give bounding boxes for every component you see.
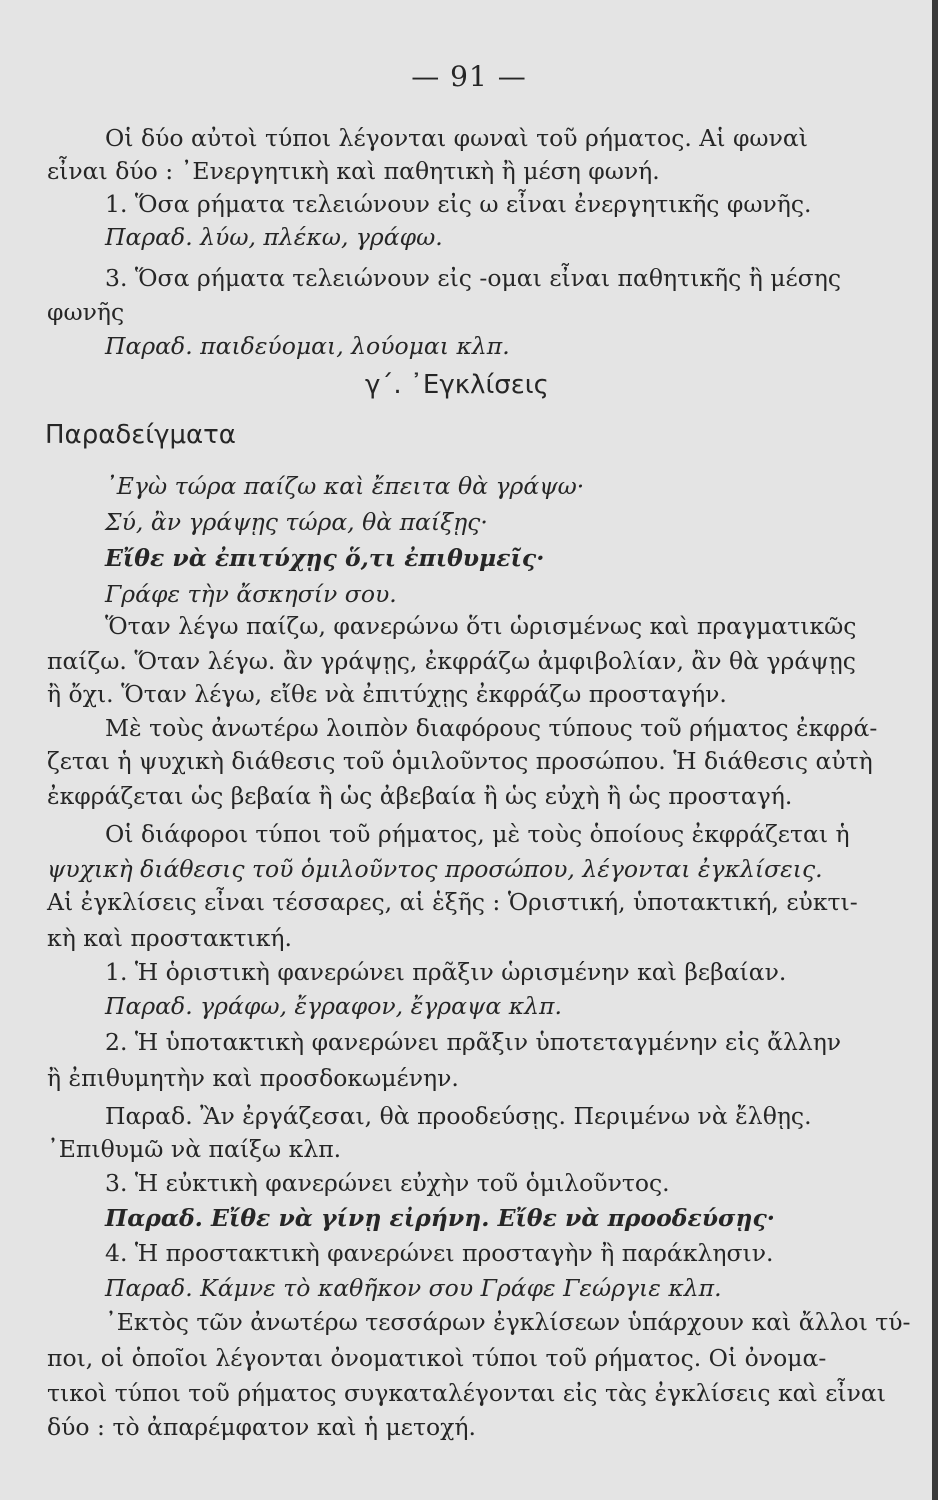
text-line: ᾿Επιθυμῶ νὰ παίξω κλπ. [47,1135,342,1163]
text-line: φωνῆς [47,298,125,326]
text-line: δύο : τὸ ἀπαρέμφατον καὶ ἡ μετοχή. [47,1413,476,1441]
text-line: Ὅταν λέγω παίζω, φανερώνω ὅτι ὡρισμένως καὶ πραγματικῶς [105,612,857,640]
text-line: Παραδ. παιδεύομαι, λούομαι κλπ. [105,332,510,360]
page-edge [932,0,938,1500]
text-line: ᾿Εκτὸς τῶν ἀνωτέρω τεσσάρων ἐγκλίσεων ὑπάρχουν καὶ ἄλλοι τύ- [105,1308,911,1336]
text-line: ψυχικὴ διάθεσις τοῦ ὁμιλοῦντος προσώπου, λέγονται ἐγκλίσεις. [47,855,823,883]
text-line: 4. Ἡ προστακτικὴ φανερώνει προσταγὴν ἢ παράκλησιν. [105,1239,774,1267]
text-line: παίζω. Ὅταν λέγω. ἂν γράψῃς, ἐκφράζω ἀμφιβολίαν, ἂν θὰ γράψῃς [47,647,856,675]
text-line: 3. Ὅσα ρήματα τελειώνουν εἰς -ομαι εἶναι παθητικῆς ἢ μέσης [105,264,841,292]
text-line: Παραδ. Ἂν ἐργάζεσαι, θὰ προοδεύσῃς. Περιμένω νὰ ἔλθῃς. [105,1102,812,1130]
text-line: ποι, οἱ ὁποῖοι λέγονται ὀνοματικοὶ τύποι τοῦ ρήματος. Οἱ ὀνομα- [47,1344,827,1372]
text-line: Παραδ. Κάμνε τὸ καθῆκον σου Γράφε Γεώργιε κλπ. [105,1274,722,1302]
text-line: εἶναι δύο : ᾿Ενεργητικὴ καὶ παθητικὴ ἢ μέση φωνή. [47,157,660,185]
text-line: κὴ καὶ προστακτική. [47,924,292,952]
text-line: ἢ ἐπιθυμητὴν καὶ προσδοκωμένην. [47,1064,459,1092]
text-line: 1. Ἡ ὁριστικὴ φανερώνει πρᾶξιν ὡρισμένην καὶ βεβαίαν. [105,958,787,986]
text-line: Οἱ δύο αὐτοὶ τύποι λέγονται φωναὶ τοῦ ρήματος. Αἱ φωναὶ [105,124,808,152]
text-line: Μὲ τοὺς ἀνωτέρω λοιπὸν διαφόρους τύπους τοῦ ρήματος ἐκφρά- [105,714,878,742]
text-line: ζεται ἡ ψυχικὴ διάθεσις τοῦ ὁμιλοῦντος προσώπου. Ἡ διάθεσις αὐτὴ [47,747,873,775]
example-line: Γράφε τὴν ἄσκησίν σου. [105,580,397,608]
text-line: Αἱ ἐγκλίσεις εἶναι τέσσαρες, αἱ ἑξῆς : Ὁριστική, ὑποτακτική, εὐκτι- [47,888,858,916]
text-line: 2. Ἡ ὑποτακτικὴ φανερώνει πρᾶξιν ὑποτεταγμένην εἰς ἄλλην [105,1028,842,1056]
example-line: Εἴθε νὰ ἐπιτύχῃς ὅ,τι ἐπιθυμεῖς· [105,544,545,572]
text-line: 3. Ἡ εὐκτικὴ φανερώνει εὐχὴν τοῦ ὁμιλοῦντος. [105,1169,670,1197]
text-line: τικοὶ τύποι τοῦ ρήματος συγκαταλέγονται εἰς τὰς ἐγκλίσεις καὶ εἶναι [47,1379,886,1407]
text-line: Παραδ. Εἴθε νὰ γίνῃ εἰρήνη. Εἴθε νὰ προοδεύσῃς· [105,1204,775,1232]
text-line: Οἱ διάφοροι τύποι τοῦ ρήματος, μὲ τοὺς ὁποίους ἐκφράζεται ἡ [105,820,850,848]
text-line: Παραδ. λύω, πλέκω, γράφω. [105,223,443,251]
section-heading: γ΄. ᾿Εγκλίσεις [365,370,549,400]
text-line: ἢ ὄχι. Ὅταν λέγω, εἴθε νὰ ἐπιτύχῃς ἐκφράζω προσταγήν. [47,680,727,708]
examples-heading: Παραδείγματα [45,420,236,450]
page-number: — 91 — [411,60,527,93]
example-line: ᾿Εγὼ τώρα παίζω καὶ ἔπειτα θὰ γράψω· [105,472,585,500]
example-line: Σύ, ἂν γράψῃς τώρα, θὰ παίξῃς· [105,508,488,536]
text-line: ἐκφράζεται ὡς βεβαία ἢ ὡς ἀβεβαία ἢ ὡς εὐχὴ ἢ ὡς προσταγή. [47,782,793,810]
text-line: Παραδ. γράφω, ἔγραφον, ἔγραψα κλπ. [105,992,562,1020]
text-line: 1. Ὅσα ρήματα τελειώνουν εἰς ω εἶναι ἐνεργητικῆς φωνῆς. [105,190,812,218]
